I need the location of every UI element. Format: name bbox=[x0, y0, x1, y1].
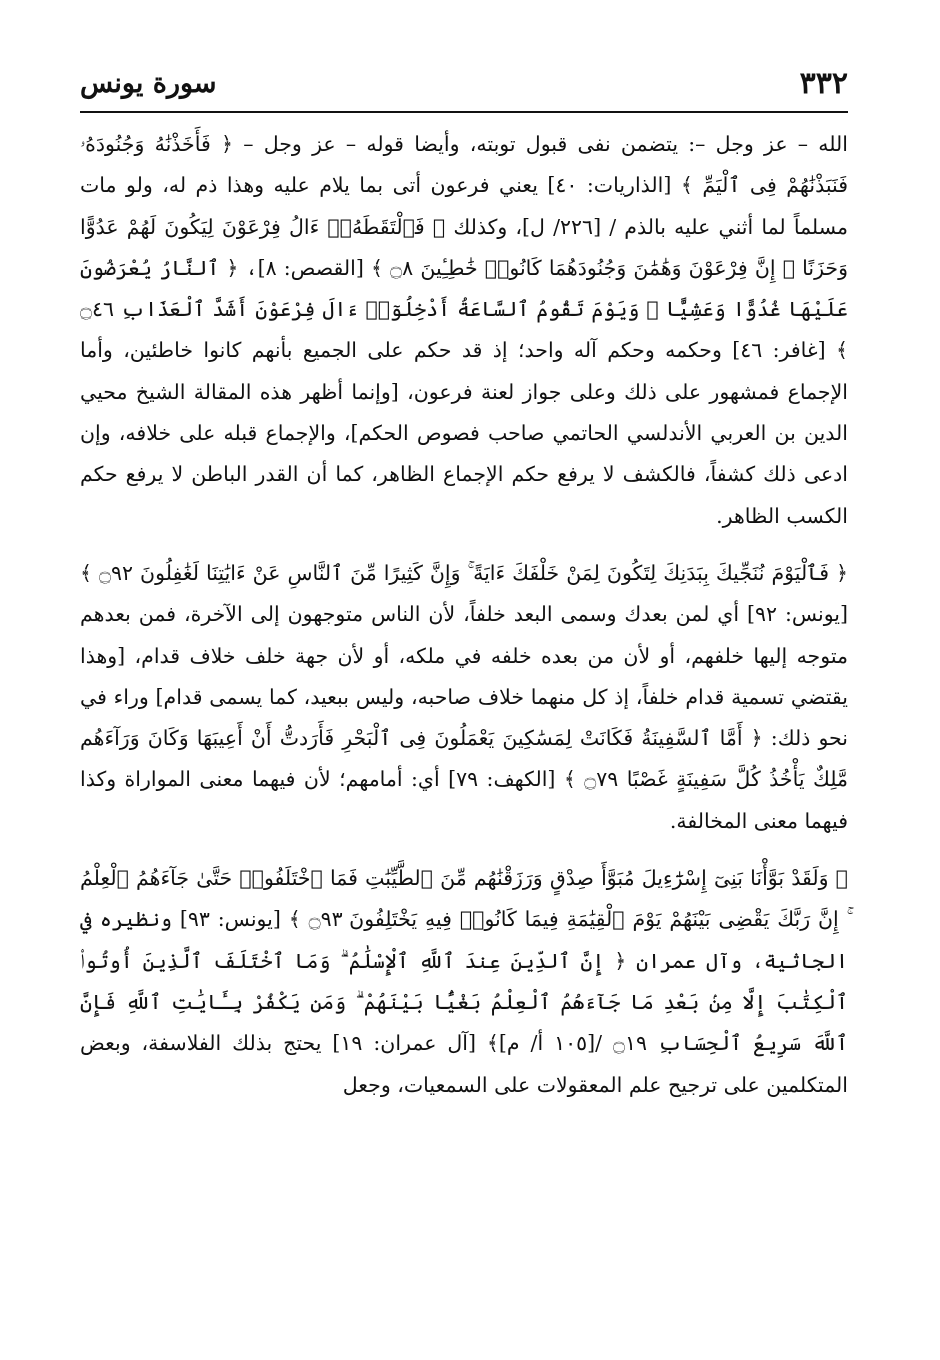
page-number: ٣٣٢ bbox=[799, 65, 848, 101]
page-header bbox=[80, 58, 848, 108]
page-body bbox=[80, 124, 848, 1320]
paragraph-3: ﴿ وَلَقَدْ بَوَّأْنَا بَنِىٓ إِسْرَٰٓءِيلَ مُبَوَّأَ صِدْقٍ وَرَزَقْنَٰهُم مِّنَ ٱلطَّيِّبَٰتِ فَمَا ٱخْتَلَفُوا۟ حَتَّىٰ جَآءَهُمُ ٱلْعِلْمُ ۚ إِنَّ رَبَّكَ يَقْضِى بَيْنَهُمْ يَوْمَ ٱلْقِيَٰمَةِ فِيمَا كَانُوا۟ فِيهِ يَخْتَلِفُونَ ۝٩٣ ﴾ [يونس: ٩٣] ونظيره في الجاثية، وآل عمران ﴿ إِنَّ ٱلدِّينَ عِندَ ٱللَّهِ ٱلْإِسْلَٰمُ ۗ وَمَا ٱخْتَلَفَ ٱلَّذِينَ أُوتُوا۟ ٱلْكِتَٰبَ إِلَّا مِنۢ بَعْدِ مَا جَآءَهُمُ ٱلْعِلْمُ بَغْيًۢا بَيْنَهُمْ ۗ وَمَن يَكْفُرْ بِـَٔايَٰتِ ٱللَّهِ فَإِنَّ ٱللَّهَ سَرِيعُ ٱلْحِسَابِ ۝١٩ /[١٠٥ أ/ م]﴾ [آل عمران: ١٩] يحتج بذلك الفلاسفة، وبعض المتكلمين على ترجيح علم المعقولات على السمعيات، وجعل bbox=[80, 866, 848, 1097]
paragraph-1: الله – عز وجل –: يتضمن نفى قبول توبته، وأيضا قوله – عز وجل – ﴿ فَأَخَذْنَٰهُ وَجُنُودَهُۥ فَنَبَذْنَٰهُمْ فِى ٱلْيَمِّ ﴾ [الذاريات: ٤٠] يعني فرعون أتى بما يلام عليه وهذا ذم له، ولو مات مسلماً لما أثني عليه بالذم / [٢٢٦/ ل]، وكذلك ﴿ فَٱلْتَقَطَهُۥٓ ءَالُ فِرْعَوْنَ لِيَكُونَ لَهُمْ عَدُوًّا وَحَزَنًا ۗ إِنَّ فِرْعَوْنَ وَهَٰمَٰنَ وَجُنُودَهُمَا كَانُوا۟ خَٰطِـِٔينَ ۝٨ ﴾ [القصص: ٨]، ﴿ ٱلنَّارُ يُعْرَضُونَ عَلَيْهَا غُدُوًّا وَعَشِيًّا ۖ وَيَوْمَ تَقُومُ ٱلسَّاعَةُ أَدْخِلُوٓا۟ ءَالَ فِرْعَوْنَ أَشَدَّ ٱلْعَذَابِ ۝٤٦ ﴾ [غافر: ٤٦] وحكمه وحكم آله واحد؛ إذ قد حكم على الجميع بأنهم كانوا خاطئين، وأما الإجماع فمشهور على ذلك وعلى جواز لعنة فرعون، [وإنما أظهر هذه المقالة الشيخ محيي الدين بن العربي الأندلسي الحاتمي صاحب فصوص الحكم]، والإجماع قبله على خلافه، وإن ادعى ذلك كشفاً، فالكشف لا يرفع حكم الإجماع الظاهر، كما أن القدر الباطن لا يرفع حكم الكسب الظاهر. bbox=[80, 132, 849, 528]
surah-title: سورة يونس bbox=[80, 67, 217, 99]
header-divider bbox=[80, 111, 848, 113]
paragraph-2: ﴿ فَٱلْيَوْمَ نُنَجِّيكَ بِبَدَنِكَ لِتَكُونَ لِمَنْ خَلْفَكَ ءَايَةً ۚ وَإِنَّ كَثِيرًا مِّنَ ٱلنَّاسِ عَنْ ءَايَٰتِنَا لَغَٰفِلُونَ ۝٩٢ ﴾ [يونس: ٩٢] أي لمن بعدك وسمى البعد خلفاً، لأن الناس متوجهون إلى الآخرة، فمن بعدهم متوجه إليها خلفهم، أو لأن من بعده خلفه في ملكه، أو لأن جهة خلف خلاف قدام، [وهذا يقتضي تسمية قدام خلفاً، إذ كل منهما خلاف صاحبه، وليس ببعيد، كما يسمى قدام] وراء في نحو ذلك: ﴿ أَمَّا ٱلسَّفِينَةُ فَكَانَتْ لِمَسَٰكِينَ يَعْمَلُونَ فِى ٱلْبَحْرِ فَأَرَدتُّ أَنْ أَعِيبَهَا وَكَانَ وَرَآءَهُم مَّلِكٌ يَأْخُذُ كُلَّ سَفِينَةٍ غَصْبًا ۝٧٩ ﴾ [الكهف: ٧٩] أي: أمامهم؛ لأن فيهما معنى المواراة وكذا فيهما معنى المخالفة. bbox=[80, 560, 849, 833]
